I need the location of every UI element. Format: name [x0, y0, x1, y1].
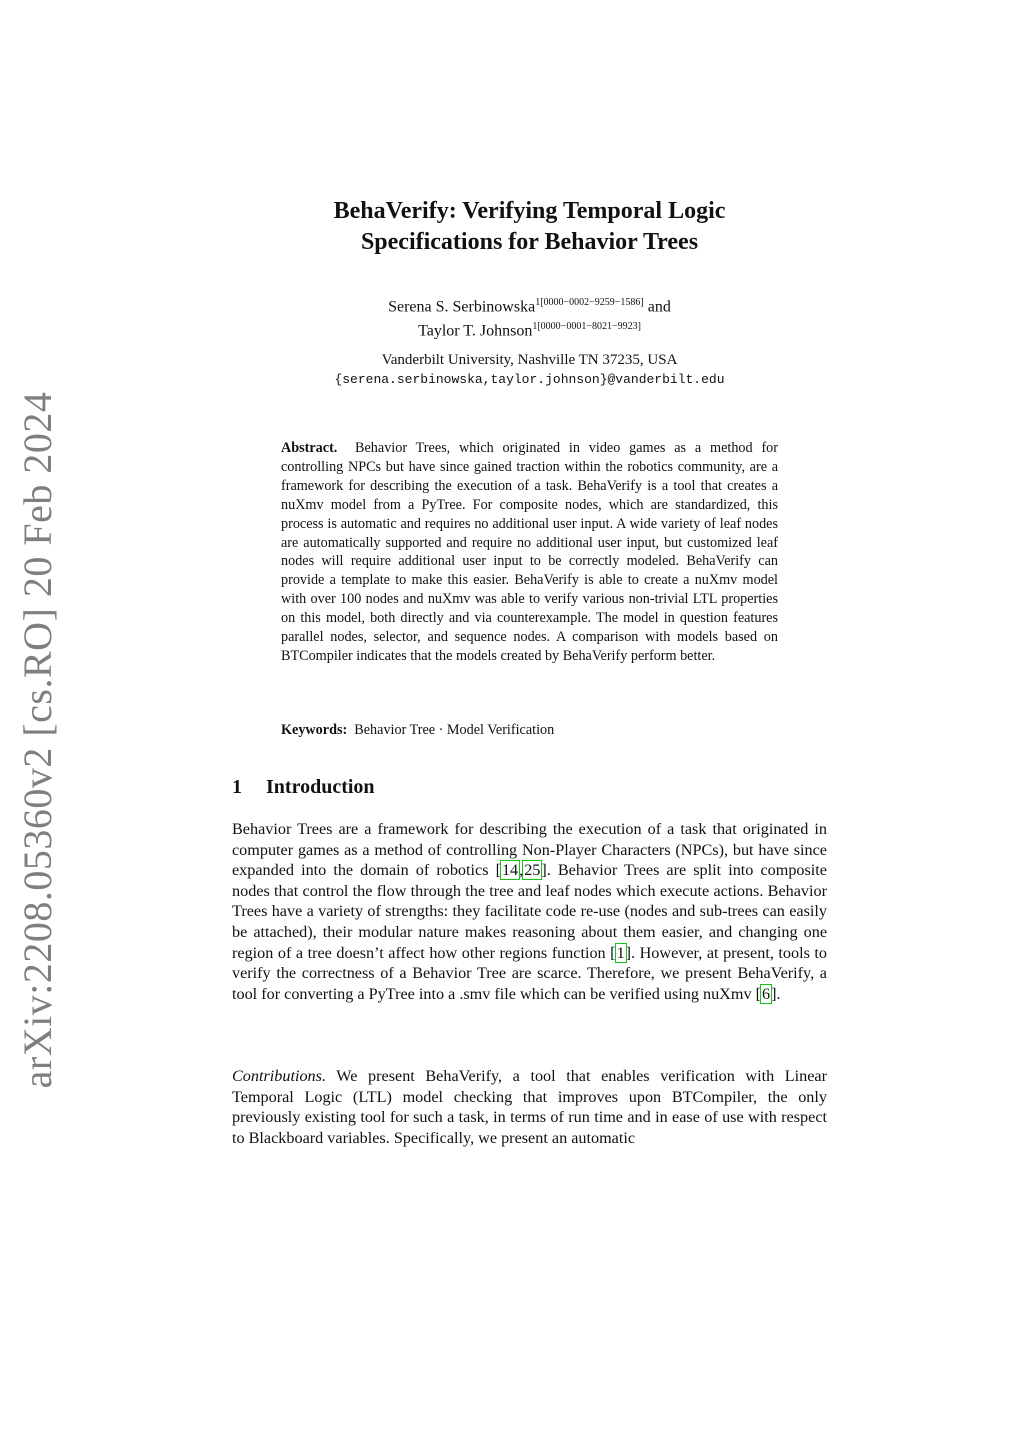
intro-text-3: . However, at present, tools to verify the correctness of a Behavior Tree are scarce. Therefore, we present BehaVerify, a tool for converting a PyTree into a .smv file which can be verified using nuXmv [232, 943, 827, 1003]
title-line-2: Specifications for Behavior Trees [360, 229, 699, 255]
citation-link[interactable]: 6 [761, 984, 771, 1003]
keywords-text: Behavior Tree · Model Verification [354, 722, 555, 738]
citation-link[interactable]: 25 [524, 861, 541, 880]
section-heading [232, 774, 375, 800]
citation-link[interactable]: 1 [616, 943, 625, 962]
intro-text-1: Behavior Trees are a framework for describing the execution of a task that originated in computer games as a method of controlling Non-Player Characters (NPCs), but have since expanded into the domain of robotics [232, 820, 827, 880]
keywords [281, 721, 778, 740]
author-and: and [647, 298, 671, 316]
affiliation-block [232, 351, 827, 389]
author-2-orcid: 1[0000−0001−8021−9923] [532, 321, 641, 333]
paper-title [232, 196, 827, 258]
contributions-label: Contributions. [232, 1067, 326, 1085]
keywords-label: Keywords: [281, 722, 348, 738]
arxiv-stamp: arXiv:2208.05360v2 [cs.RO] 20 Feb 2024 [15, 391, 60, 1089]
abstract [281, 439, 778, 666]
author-1-orcid: 1[0000−0002−9259−1586] [535, 297, 644, 308]
abstract-label: Abstract. [281, 440, 338, 456]
email[interactable]: {serena.serbinowska,taylor.johnson}@vanderbilt.edu [334, 372, 725, 387]
section-title: Introduction [266, 776, 375, 798]
author-1: Serena S. Serbinowska [388, 298, 536, 316]
intro-text-4: . [776, 984, 781, 1003]
contributions-text: We present BehaVerify, a tool that enables verification with Linear Temporal Logic (LTL) model checking that improves upon BTCompiler, the only previously existing tool for such a task, in terms of run time and in ease of use with respect to Blackboard variables. Specifically, we present an automatic [232, 1067, 827, 1147]
contributions-paragraph [232, 1066, 827, 1148]
affiliation: Vanderbilt University, Nashville TN 37235, USA [381, 352, 678, 368]
authors [232, 293, 827, 342]
citation-link[interactable]: 14 [501, 861, 519, 880]
section-number: 1 [232, 776, 242, 798]
intro-text-2: . Behavior Trees are split into composite nodes that control the flow through the tree and leaf nodes which execute actions. Behavior Trees have a variety of strengths: they facilitate code re-use (nodes and sub-trees can easily be attached), their modular nature makes reasoning about them easier, and changing one region of a tree doesn’t affect how other regions function [232, 861, 827, 962]
intro-paragraph: Behavior Trees are a framework for describing the execution of a task that originated in computer games as a method of controlling Non-Player Characters (NPCs), but have since expanded into the domain of robotics [14,25]. Behavior Trees are split into composite nodes that control the flow through the tree and leaf nodes which execute actions. Behavior Trees have a variety of strengths: they facilitate code re-use (nodes and sub-trees can easily be attached), their modular nature makes reasoning about them easier, and changing one region of a tree doesn’t affect how other regions function [1]. However, at present, tools to verify the correctness of a Behavior Tree are scarce. Therefore, we present BehaVerify, a tool for converting a PyTree into a .smv file which can be verified using nuXmv [6]. [232, 820, 827, 1003]
author-2: Taylor T. Johnson [418, 322, 533, 340]
title-line-1: BehaVerify: Verifying Temporal Logic [333, 198, 726, 224]
abstract-text: Behavior Trees, which originated in video games as a method for controlling NPCs but have since gained traction within the robotics community, are a framework for describing the execution of a task. BehaVerify is a tool that creates a nuXmv model from a PyTree. For composite nodes, which are standardized, this process is automatic and requires no additional user input. A wide variety of leaf nodes are automatically supported and require no additional user input, but customized leaf nodes will require additional user input to be correctly modeled. BehaVerify can provide a template to make this easier. BehaVerify is able to create a nuXmv model with over 100 nodes and nuXmv was able to verify various non-trivial LTL properties on this model, both directly and via counterexample. The model in question features parallel nodes, selector, and sequence nodes. A comparison with models based on BTCompiler indicates that the models created by BehaVerify perform better. [281, 440, 779, 664]
